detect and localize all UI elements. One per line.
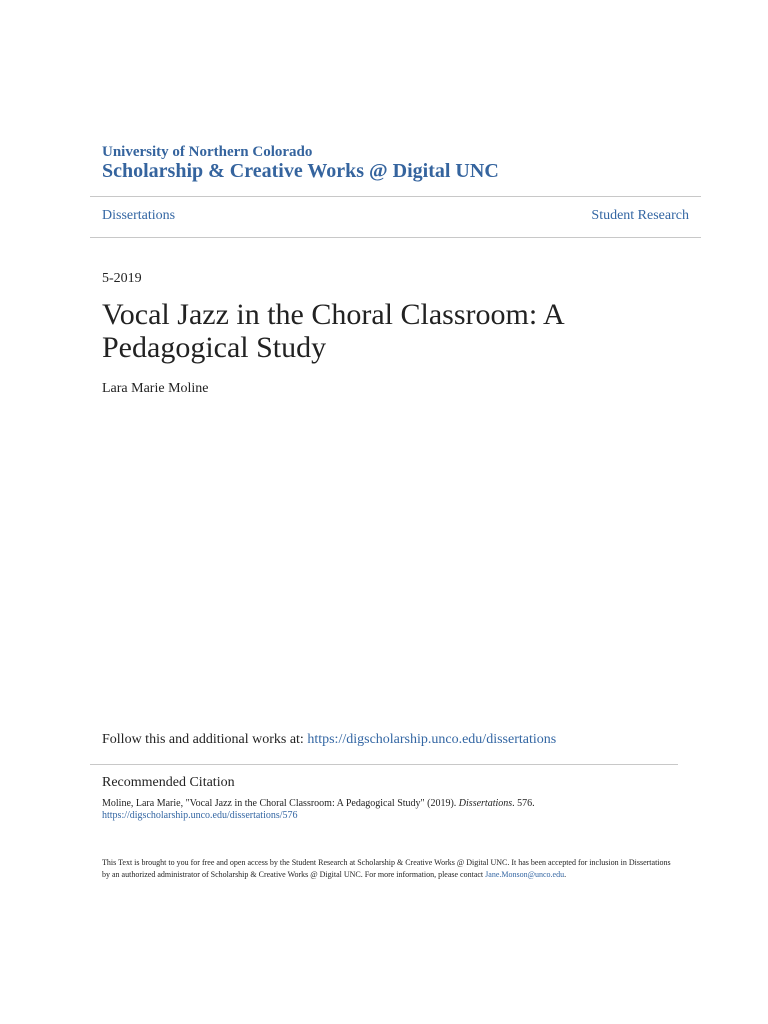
access-end: .: [564, 870, 567, 879]
citation-number: . 576.: [512, 798, 535, 809]
publication-date: 5-2019: [102, 271, 142, 286]
institution-name: University of Northern Colorado: [102, 144, 313, 160]
recommended-citation-heading: Recommended Citation: [102, 775, 235, 790]
citation-url-link[interactable]: https://digscholarship.unco.edu/dissertations/576: [102, 810, 298, 821]
citation-series: Dissertations: [458, 798, 513, 809]
repository-name[interactable]: Scholarship & Creative Works @ Digital UNC: [102, 160, 499, 182]
nav-bar: [90, 196, 701, 238]
follow-prefix: Follow this and additional works at:: [102, 732, 308, 747]
citation-divider: [90, 764, 678, 765]
citation-text: [102, 797, 535, 810]
student-research-link[interactable]: Student Research: [591, 208, 689, 223]
access-statement: [102, 857, 672, 881]
dissertations-link[interactable]: Dissertations: [102, 208, 176, 223]
document-title: Vocal Jazz in the Choral Classroom: A Pedagogical Study: [102, 298, 564, 364]
contact-email-link[interactable]: Jane.Monson@unco.edu: [485, 870, 565, 879]
follow-url-link[interactable]: https://digscholarship.unco.edu/dissertations: [307, 732, 557, 747]
follow-line: [102, 732, 556, 748]
access-text: This Text is brought to you for free and open access by the Student Research at Scholarship & Creative Works @ Digital UNC. It has been accepted for inclusion in Dissertations by an authorized administrator of Scholarship & Creative Works @ Digital UNC. For more information, please contact: [102, 858, 671, 879]
author-name: Lara Marie Moline: [102, 381, 209, 396]
citation-plain: Moline, Lara Marie, "Vocal Jazz in the Choral Classroom: A Pedagogical Study" (2019).: [102, 798, 459, 809]
